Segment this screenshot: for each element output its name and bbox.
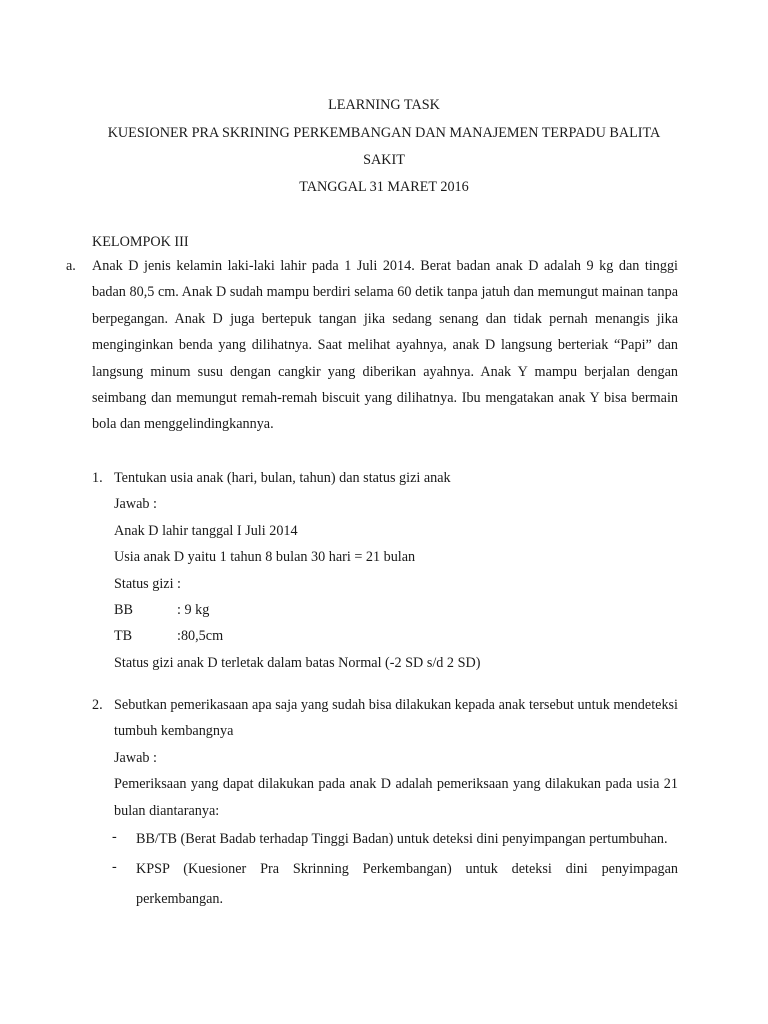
answer-1-age: Usia anak D yaitu 1 tahun 8 bulan 30 hari = 21 bulan bbox=[114, 549, 416, 566]
answer-2 bbox=[114, 745, 678, 914]
document-header bbox=[0, 92, 768, 201]
question-2 bbox=[92, 692, 678, 914]
header-title: LEARNING TASK bbox=[328, 97, 440, 113]
question-1-text: Tentukan usia anak (hari, bulan, tahun) dan status gizi anak bbox=[114, 470, 451, 486]
question-1-number: 1. bbox=[92, 470, 103, 486]
answer-2-label: Jawab : bbox=[114, 749, 157, 766]
answer-2-intro: Pemeriksaan yang dapat dilakukan pada anak D adalah pemeriksaan yang dilakukan pada usia 21 bulan diantaranya: bbox=[114, 776, 678, 819]
header-subtitle: KUESIONER PRA SKRINING PERKEMBANGAN DAN MANAJEMEN TERPADU BALITA bbox=[107, 125, 661, 141]
question-2-number: 2. bbox=[92, 697, 103, 713]
answer-1 bbox=[114, 491, 678, 676]
bullet-text: KPSP (Kuesioner Pra Skrinning Perkembangan) untuk deteksi dini penyimpagan perkembangan. bbox=[136, 861, 678, 908]
answer-1-weight-row bbox=[114, 597, 678, 623]
answer-1-label: Jawab : bbox=[114, 496, 157, 513]
scenario-paragraph bbox=[66, 253, 678, 438]
weight-value: : 9 kg bbox=[177, 602, 210, 619]
height-key: TB bbox=[114, 628, 133, 645]
list-item bbox=[114, 824, 678, 854]
question-2-text: Sebutkan pemerikasaan apa saja yang sudah bisa dilakukan kepada anak tersebut untuk mendeteksi tumbuh kembangnya bbox=[114, 697, 678, 740]
bullet-text: BB/TB (Berat Badab terhadap Tinggi Badan) untuk deteksi dini penyimpangan pertumbuhan. bbox=[136, 831, 668, 848]
header-date: TANGGAL 31 MARET 2016 bbox=[299, 179, 469, 195]
answer-1-height-row bbox=[114, 623, 678, 649]
question-1 bbox=[92, 465, 678, 676]
scenario-text: Anak D jenis kelamin laki-laki lahir pada 1 Juli 2014. Berat badan anak D adalah 9 kg dan tinggi badan 80,5 cm. Anak D sudah mampu berdiri selama 60 detik tanpa jatuh dan memungut mainan tanpa berpegangan. Anak D juga bertepuk tangan jika sedang senang dan tidak pernah menangis jika menginginkan benda yang dilihatnya. Saat melihat ayahnya, anak D langsung berteriak “Papi” dan langsung minum susu dengan cangkir yang diberikan ayahnya. Anak Y mampu berjalan dengan seimbang dan memungut remah-remah biscuit yang dilihatnya. Ibu mengatakan anak Y bisa bermain bola dan menggelindingkannya. bbox=[92, 258, 678, 433]
header-subtitle-cont: SAKIT bbox=[363, 152, 405, 168]
answer-1-conclusion: Status gizi anak D terletak dalam batas Normal (-2 SD s/d 2 SD) bbox=[114, 654, 481, 671]
answer-1-status-label: Status gizi : bbox=[114, 575, 181, 592]
scenario-marker: a. bbox=[66, 258, 76, 274]
weight-key: BB bbox=[114, 602, 133, 619]
list-item bbox=[114, 854, 678, 914]
bullet-dash: - bbox=[112, 829, 117, 846]
group-label: KELOMPOK III bbox=[92, 234, 189, 250]
answer-1-birth: Anak D lahir tanggal I Juli 2014 bbox=[114, 522, 298, 539]
height-value: :80,5cm bbox=[177, 628, 224, 645]
bullet-dash: - bbox=[112, 859, 117, 876]
